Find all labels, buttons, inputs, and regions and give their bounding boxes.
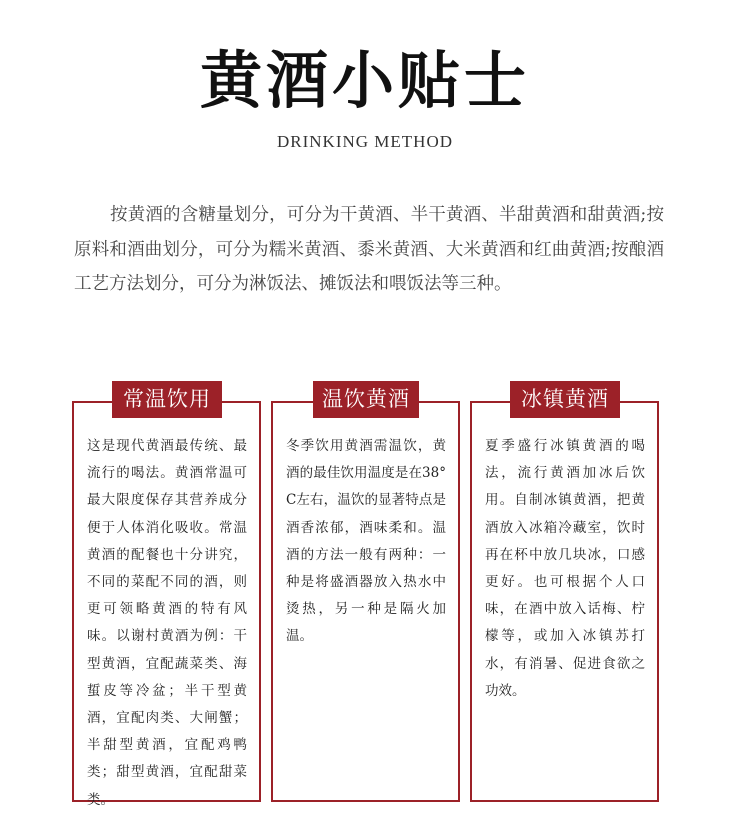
card-iced bbox=[470, 401, 659, 802]
card-room-temperature bbox=[72, 401, 261, 808]
card-text: 夏季盛行冰镇黄酒的喝法，流行黄酒加冰后饮用。自制冰镇黄酒，把黄酒放入冰箱冷藏室，饮时再在杯中放几块冰，口感更好。也可根据个人口味，在酒中放入话梅、柠檬等，或加入冰镇苏打水，有消暑、促进食欲之功效。 bbox=[485, 438, 645, 699]
card-label-warm: 温饮黄酒 bbox=[313, 381, 419, 418]
card-warm bbox=[271, 401, 460, 802]
intro-paragraph: 按黄酒的含糖量划分，可分为干黄酒、半干黄酒、半甜黄酒和甜黄酒;按原料和酒曲划分，可分为糯米黄酒、黍米黄酒、大米黄酒和红曲黄酒;按酿酒工艺方法划分，可分为淋饭法、摊饭法和喂饭法等三种。 bbox=[74, 205, 664, 294]
page-subtitle: DRINKING METHOD bbox=[276, 132, 453, 151]
card-text: 这是现代黄酒最传统、最流行的喝法。黄酒常温可最大限度保存其营养成分便于人体消化吸收。常温黄酒的配餐也十分讲究，不同的菜配不同的酒，则更可领略黄酒的特有风味。以谢村黄酒为例：干型黄酒，宜配蔬菜类、海蜇皮等冷盆；半干型黄酒，宜配肉类、大闸蟹；半甜型黄酒，宜配鸡鸭类；甜型黄酒，宜配甜菜类。 bbox=[87, 438, 247, 808]
card-label-room-temperature: 常温饮用 bbox=[112, 381, 222, 418]
card-label-iced: 冰镇黄酒 bbox=[510, 381, 620, 418]
page-title: 黄酒小贴士 bbox=[199, 44, 530, 117]
card-text: 冬季饮用黄酒需温饮，黄酒的最佳饮用温度是在38° C左右，温饮的显著特点是酒香浓郁，酒味柔和。温酒的方法一般有两种：一种是将盛酒器放入热水中烫热，另一种是隔火加温。 bbox=[286, 438, 446, 645]
